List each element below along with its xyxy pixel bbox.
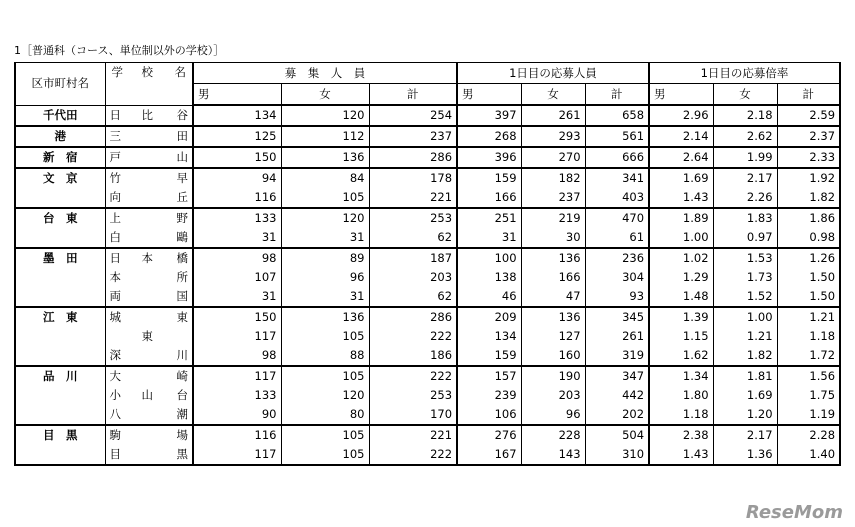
ratio-male-cell: 1.34: [649, 366, 713, 386]
ward-cell: 新 宿: [15, 147, 105, 168]
ratio-female-cell: 2.62: [713, 126, 777, 147]
recruit-female-cell: 136: [281, 307, 369, 327]
school-name-char: 白: [109, 230, 121, 244]
recruit-male-cell: 98: [193, 248, 281, 268]
recruit-total-cell: 237: [369, 126, 457, 147]
ratio-female-cell: 1.69: [713, 386, 777, 405]
ratio-total-cell: 0.98: [777, 228, 840, 248]
school-cell: [105, 147, 193, 168]
school-name-char: 川: [176, 348, 188, 362]
school-name-char: 鷗: [176, 230, 188, 244]
recruit-female-cell: 96: [281, 268, 369, 287]
recruit-male-cell: 107: [193, 268, 281, 287]
applicants-male-cell: 166: [457, 188, 521, 208]
school-name-char: 駒: [109, 428, 121, 442]
table-row: [15, 425, 840, 445]
ratio-male-cell: 2.96: [649, 105, 713, 126]
ratio-male-cell: 2.38: [649, 425, 713, 445]
applicants-total-cell: 319: [585, 346, 649, 366]
recruit-female-cell: 136: [281, 147, 369, 168]
ward-cell: 文 京: [15, 168, 105, 188]
ratio-female-cell: 1.53: [713, 248, 777, 268]
ratio-male-cell: 1.02: [649, 248, 713, 268]
school-cell: [105, 248, 193, 268]
applicants-female-cell: 160: [521, 346, 585, 366]
ratio-female-cell: 1.81: [713, 366, 777, 386]
applicants-total-cell: 304: [585, 268, 649, 287]
table-row: [15, 366, 840, 386]
table-row: [15, 147, 840, 168]
applicants-male-cell: 397: [457, 105, 521, 126]
table-row: [15, 228, 840, 248]
school-name-char: 向: [109, 190, 121, 204]
school-name-char: 戸: [109, 150, 121, 164]
applicants-male-cell: 268: [457, 126, 521, 147]
ward-cell: 千代田: [15, 105, 105, 126]
table-row: [15, 327, 840, 346]
applicants-female-cell: 237: [521, 188, 585, 208]
applicants-female-cell: 190: [521, 366, 585, 386]
ratio-total-cell: 1.19: [777, 405, 840, 425]
ratio-male-cell: 1.29: [649, 268, 713, 287]
ratio-female-cell: 1.73: [713, 268, 777, 287]
recruit-total-cell: 62: [369, 287, 457, 307]
recruit-total-cell: 178: [369, 168, 457, 188]
recruit-male-cell: 90: [193, 405, 281, 425]
ratio-total-cell: 2.59: [777, 105, 840, 126]
school-name-char: 台: [176, 388, 188, 402]
applicants-female-cell: 143: [521, 445, 585, 465]
school-cell: [105, 105, 193, 126]
applicants-male-cell: 106: [457, 405, 521, 425]
recruit-male-cell: 116: [193, 188, 281, 208]
school-name-char: 日: [109, 251, 121, 265]
applicants-total-cell: 470: [585, 208, 649, 228]
ratio-male-cell: 1.43: [649, 188, 713, 208]
school-name-char: 本: [109, 270, 121, 284]
school-cell: [105, 405, 193, 425]
school-name-char: 東: [141, 329, 153, 343]
school-name-char: 場: [176, 428, 188, 442]
applicants-male-header: 男: [457, 84, 521, 106]
applicants-female-cell: 166: [521, 268, 585, 287]
school-cell: [105, 445, 193, 465]
school-cell: [105, 307, 193, 327]
applicants-female-cell: 219: [521, 208, 585, 228]
recruit-male-cell: 31: [193, 228, 281, 248]
table-row: [15, 386, 840, 405]
table-caption: 1［普通科（コース、単位制以外の学校）］: [14, 44, 225, 57]
ward-cell: [15, 445, 105, 465]
table-row: [15, 445, 840, 465]
school-name-char: 小: [109, 388, 121, 402]
recruit-female-cell: 120: [281, 208, 369, 228]
applicants-male-cell: 100: [457, 248, 521, 268]
recruit-total-cell: 253: [369, 208, 457, 228]
recruit-male-cell: 98: [193, 346, 281, 366]
school-name-char: 国: [176, 289, 188, 303]
recruit-total-cell: 203: [369, 268, 457, 287]
table-row: [15, 168, 840, 188]
ratio-total-cell: 1.26: [777, 248, 840, 268]
applicants-male-cell: 46: [457, 287, 521, 307]
school-name-char: 日: [109, 107, 121, 122]
ratio-total-cell: 1.18: [777, 327, 840, 346]
recruit-total-cell: 221: [369, 425, 457, 445]
recruit-total-cell: 222: [369, 445, 457, 465]
applicants-male-cell: 31: [457, 228, 521, 248]
applicants-total-cell: 561: [585, 126, 649, 147]
applicants-female-cell: 47: [521, 287, 585, 307]
recruit-total-cell: 170: [369, 405, 457, 425]
recruit-female-cell: 120: [281, 105, 369, 126]
school-header: [105, 63, 193, 106]
applicants-female-cell: 270: [521, 147, 585, 168]
applicants-male-cell: 159: [457, 168, 521, 188]
applicants-total-cell: 347: [585, 366, 649, 386]
table-row: [15, 105, 840, 126]
school-name-char: 上: [109, 211, 121, 225]
recruit-female-cell: 105: [281, 188, 369, 208]
recruit-male-cell: 94: [193, 168, 281, 188]
ratio-male-cell: 1.89: [649, 208, 713, 228]
ward-cell: [15, 188, 105, 208]
school-cell: [105, 208, 193, 228]
ward-cell: [15, 386, 105, 405]
ratio-total-cell: 1.40: [777, 445, 840, 465]
table-row: [15, 208, 840, 228]
ratio-female-cell: 0.97: [713, 228, 777, 248]
applicants-total-cell: 345: [585, 307, 649, 327]
school-name-char: 谷: [176, 107, 188, 122]
ratio-female-cell: 1.83: [713, 208, 777, 228]
recruit-total-cell: 254: [369, 105, 457, 126]
ratio-male-cell: 1.00: [649, 228, 713, 248]
recruit-total-cell: 221: [369, 188, 457, 208]
applicants-total-cell: 261: [585, 327, 649, 346]
ratio-total-cell: 1.75: [777, 386, 840, 405]
recruit-male-cell: 116: [193, 425, 281, 445]
applicants-male-cell: 138: [457, 268, 521, 287]
recruit-male-cell: 117: [193, 327, 281, 346]
school-cell: [105, 287, 193, 307]
recruit-total-cell: 187: [369, 248, 457, 268]
ratio-total-cell: 2.37: [777, 126, 840, 147]
table-row: [15, 346, 840, 366]
applicants-male-cell: 396: [457, 147, 521, 168]
school-cell: [105, 228, 193, 248]
ward-cell: 江 東: [15, 307, 105, 327]
school-name-char: 三: [109, 129, 121, 143]
school-name-char: 目: [109, 447, 121, 461]
applicants-male-cell: 157: [457, 366, 521, 386]
applicants-male-cell: 159: [457, 346, 521, 366]
ratio-total-cell: 1.86: [777, 208, 840, 228]
ratio-female-cell: 1.52: [713, 287, 777, 307]
applicants-female-cell: 293: [521, 126, 585, 147]
ratio-male-cell: 1.43: [649, 445, 713, 465]
applicants-female-cell: 127: [521, 327, 585, 346]
ratio-female-cell: 1.36: [713, 445, 777, 465]
school-name-char: 田: [176, 129, 188, 143]
table-row: [15, 188, 840, 208]
ward-cell: 品 川: [15, 366, 105, 386]
school-name-char: 橋: [176, 251, 188, 265]
admission-table: [14, 62, 841, 466]
applicants-total-cell: 202: [585, 405, 649, 425]
applicants-female-cell: 30: [521, 228, 585, 248]
ward-cell: [15, 228, 105, 248]
ratio-female-cell: 2.26: [713, 188, 777, 208]
recruit-female-header: 女: [281, 84, 369, 106]
applicants-header: 1日目の応募人員: [457, 63, 649, 84]
ratio-female-cell: 1.21: [713, 327, 777, 346]
ratio-male-cell: 1.80: [649, 386, 713, 405]
ward-header: 区市町村名: [15, 63, 105, 106]
recruit-female-cell: 84: [281, 168, 369, 188]
ratio-female-cell: 2.17: [713, 168, 777, 188]
ratio-total-cell: 1.82: [777, 188, 840, 208]
ratio-male-cell: 2.14: [649, 126, 713, 147]
ratio-total-cell: 1.72: [777, 346, 840, 366]
applicants-total-cell: 93: [585, 287, 649, 307]
recruit-male-cell: 117: [193, 445, 281, 465]
applicants-total-cell: 61: [585, 228, 649, 248]
recruit-male-cell: 125: [193, 126, 281, 147]
school-cell: [105, 386, 193, 405]
table-row: [15, 307, 840, 327]
applicants-male-cell: 239: [457, 386, 521, 405]
school-cell: [105, 425, 193, 445]
ratio-male-cell: 2.64: [649, 147, 713, 168]
school-name-char: 丘: [176, 190, 188, 204]
ratio-total-header: 計: [777, 84, 840, 106]
ward-cell: [15, 327, 105, 346]
school-header-char: 学: [111, 65, 123, 79]
ward-cell: [15, 346, 105, 366]
recruit-total-cell: 222: [369, 366, 457, 386]
applicants-total-cell: 666: [585, 147, 649, 168]
school-name-char: 深: [109, 348, 121, 362]
applicants-total-cell: 403: [585, 188, 649, 208]
recruit-total-cell: 286: [369, 147, 457, 168]
applicants-female-cell: 136: [521, 307, 585, 327]
recruit-female-cell: 31: [281, 287, 369, 307]
recruit-female-cell: 105: [281, 425, 369, 445]
recruit-male-cell: 150: [193, 147, 281, 168]
school-name-char: 竹: [109, 171, 121, 185]
applicants-total-cell: 236: [585, 248, 649, 268]
table-body: [15, 105, 840, 465]
header-row-1: [15, 63, 840, 84]
school-name-char: 黒: [176, 447, 188, 461]
ward-cell: 目 黒: [15, 425, 105, 445]
recruit-total-cell: 222: [369, 327, 457, 346]
school-name-char: 早: [176, 171, 188, 185]
recruit-female-cell: 105: [281, 366, 369, 386]
school-name-char: 山: [141, 388, 153, 402]
applicants-male-cell: 251: [457, 208, 521, 228]
recruit-male-cell: 117: [193, 366, 281, 386]
school-cell: [105, 188, 193, 208]
ratio-female-cell: 1.00: [713, 307, 777, 327]
recruit-female-cell: 120: [281, 386, 369, 405]
ward-cell: 港: [15, 126, 105, 147]
table-row: [15, 287, 840, 307]
applicants-total-cell: 658: [585, 105, 649, 126]
applicants-total-header: 計: [585, 84, 649, 106]
applicants-female-cell: 182: [521, 168, 585, 188]
recruit-female-cell: 105: [281, 445, 369, 465]
recruit-female-cell: 105: [281, 327, 369, 346]
applicants-male-cell: 134: [457, 327, 521, 346]
ratio-male-cell: 1.62: [649, 346, 713, 366]
applicants-female-cell: 136: [521, 248, 585, 268]
recruit-total-cell: 62: [369, 228, 457, 248]
applicants-total-cell: 504: [585, 425, 649, 445]
ratio-female-cell: 2.18: [713, 105, 777, 126]
ratio-header: 1日目の応募倍率: [649, 63, 840, 84]
applicants-female-cell: 228: [521, 425, 585, 445]
ratio-female-cell: 1.99: [713, 147, 777, 168]
watermark-logo: ReseMom: [745, 502, 843, 523]
applicants-female-cell: 203: [521, 386, 585, 405]
school-cell: [105, 268, 193, 287]
school-name-char: 山: [176, 150, 188, 164]
school-cell: [105, 366, 193, 386]
school-cell: [105, 346, 193, 366]
ratio-total-cell: 1.21: [777, 307, 840, 327]
ratio-male-cell: 1.18: [649, 405, 713, 425]
ratio-female-cell: 1.82: [713, 346, 777, 366]
table-row: [15, 268, 840, 287]
ratio-total-cell: 1.50: [777, 287, 840, 307]
school-cell: [105, 126, 193, 147]
recruit-male-header: 男: [193, 84, 281, 106]
recruit-female-cell: 89: [281, 248, 369, 268]
recruit-female-cell: 112: [281, 126, 369, 147]
school-name-char: 崎: [176, 369, 188, 383]
ratio-female-cell: 2.17: [713, 425, 777, 445]
recruit-female-cell: 80: [281, 405, 369, 425]
applicants-male-cell: 209: [457, 307, 521, 327]
ratio-male-header: 男: [649, 84, 713, 106]
ratio-total-cell: 1.56: [777, 366, 840, 386]
school-header-char: 校: [141, 65, 153, 79]
ratio-male-cell: 1.39: [649, 307, 713, 327]
school-name-char: 潮: [176, 407, 188, 421]
ratio-total-cell: 1.92: [777, 168, 840, 188]
school-header-char: 名: [174, 65, 186, 79]
applicants-female-cell: 96: [521, 405, 585, 425]
applicants-total-cell: 442: [585, 386, 649, 405]
school-name-char: 比: [141, 107, 153, 122]
school-cell: [105, 168, 193, 188]
table-row: [15, 248, 840, 268]
recruit-total-cell: 186: [369, 346, 457, 366]
recruit-total-cell: 286: [369, 307, 457, 327]
school-name-char: 野: [176, 211, 188, 225]
recruit-male-cell: 150: [193, 307, 281, 327]
ratio-total-cell: 1.50: [777, 268, 840, 287]
school-name-char: 両: [109, 289, 121, 303]
ratio-male-cell: 1.69: [649, 168, 713, 188]
school-name-char: 城: [109, 310, 121, 324]
ratio-male-cell: 1.48: [649, 287, 713, 307]
recruit-male-cell: 134: [193, 105, 281, 126]
recruit-female-cell: 88: [281, 346, 369, 366]
recruit-total-header: 計: [369, 84, 457, 106]
school-name-char: 八: [109, 407, 121, 421]
applicants-female-cell: 261: [521, 105, 585, 126]
ward-cell: 墨 田: [15, 248, 105, 268]
recruit-total-cell: 253: [369, 386, 457, 405]
table-row: [15, 405, 840, 425]
ratio-total-cell: 2.33: [777, 147, 840, 168]
applicants-total-cell: 341: [585, 168, 649, 188]
recruit-header: 募 集 人 員: [193, 63, 457, 84]
school-name-char: 東: [176, 310, 188, 324]
applicants-male-cell: 167: [457, 445, 521, 465]
recruit-male-cell: 133: [193, 208, 281, 228]
applicants-total-cell: 310: [585, 445, 649, 465]
ratio-total-cell: 2.28: [777, 425, 840, 445]
recruit-male-cell: 31: [193, 287, 281, 307]
ward-cell: [15, 405, 105, 425]
applicants-male-cell: 276: [457, 425, 521, 445]
recruit-female-cell: 31: [281, 228, 369, 248]
school-name-char: 大: [109, 369, 121, 383]
school-cell: [105, 327, 193, 346]
recruit-male-cell: 133: [193, 386, 281, 405]
ratio-male-cell: 1.15: [649, 327, 713, 346]
applicants-female-header: 女: [521, 84, 585, 106]
ward-cell: 台 東: [15, 208, 105, 228]
ward-cell: [15, 268, 105, 287]
ratio-female-header: 女: [713, 84, 777, 106]
school-name-char: 本: [141, 251, 153, 265]
school-name-char: 所: [176, 270, 188, 284]
table-row: [15, 126, 840, 147]
ratio-female-cell: 1.20: [713, 405, 777, 425]
ward-cell: [15, 287, 105, 307]
